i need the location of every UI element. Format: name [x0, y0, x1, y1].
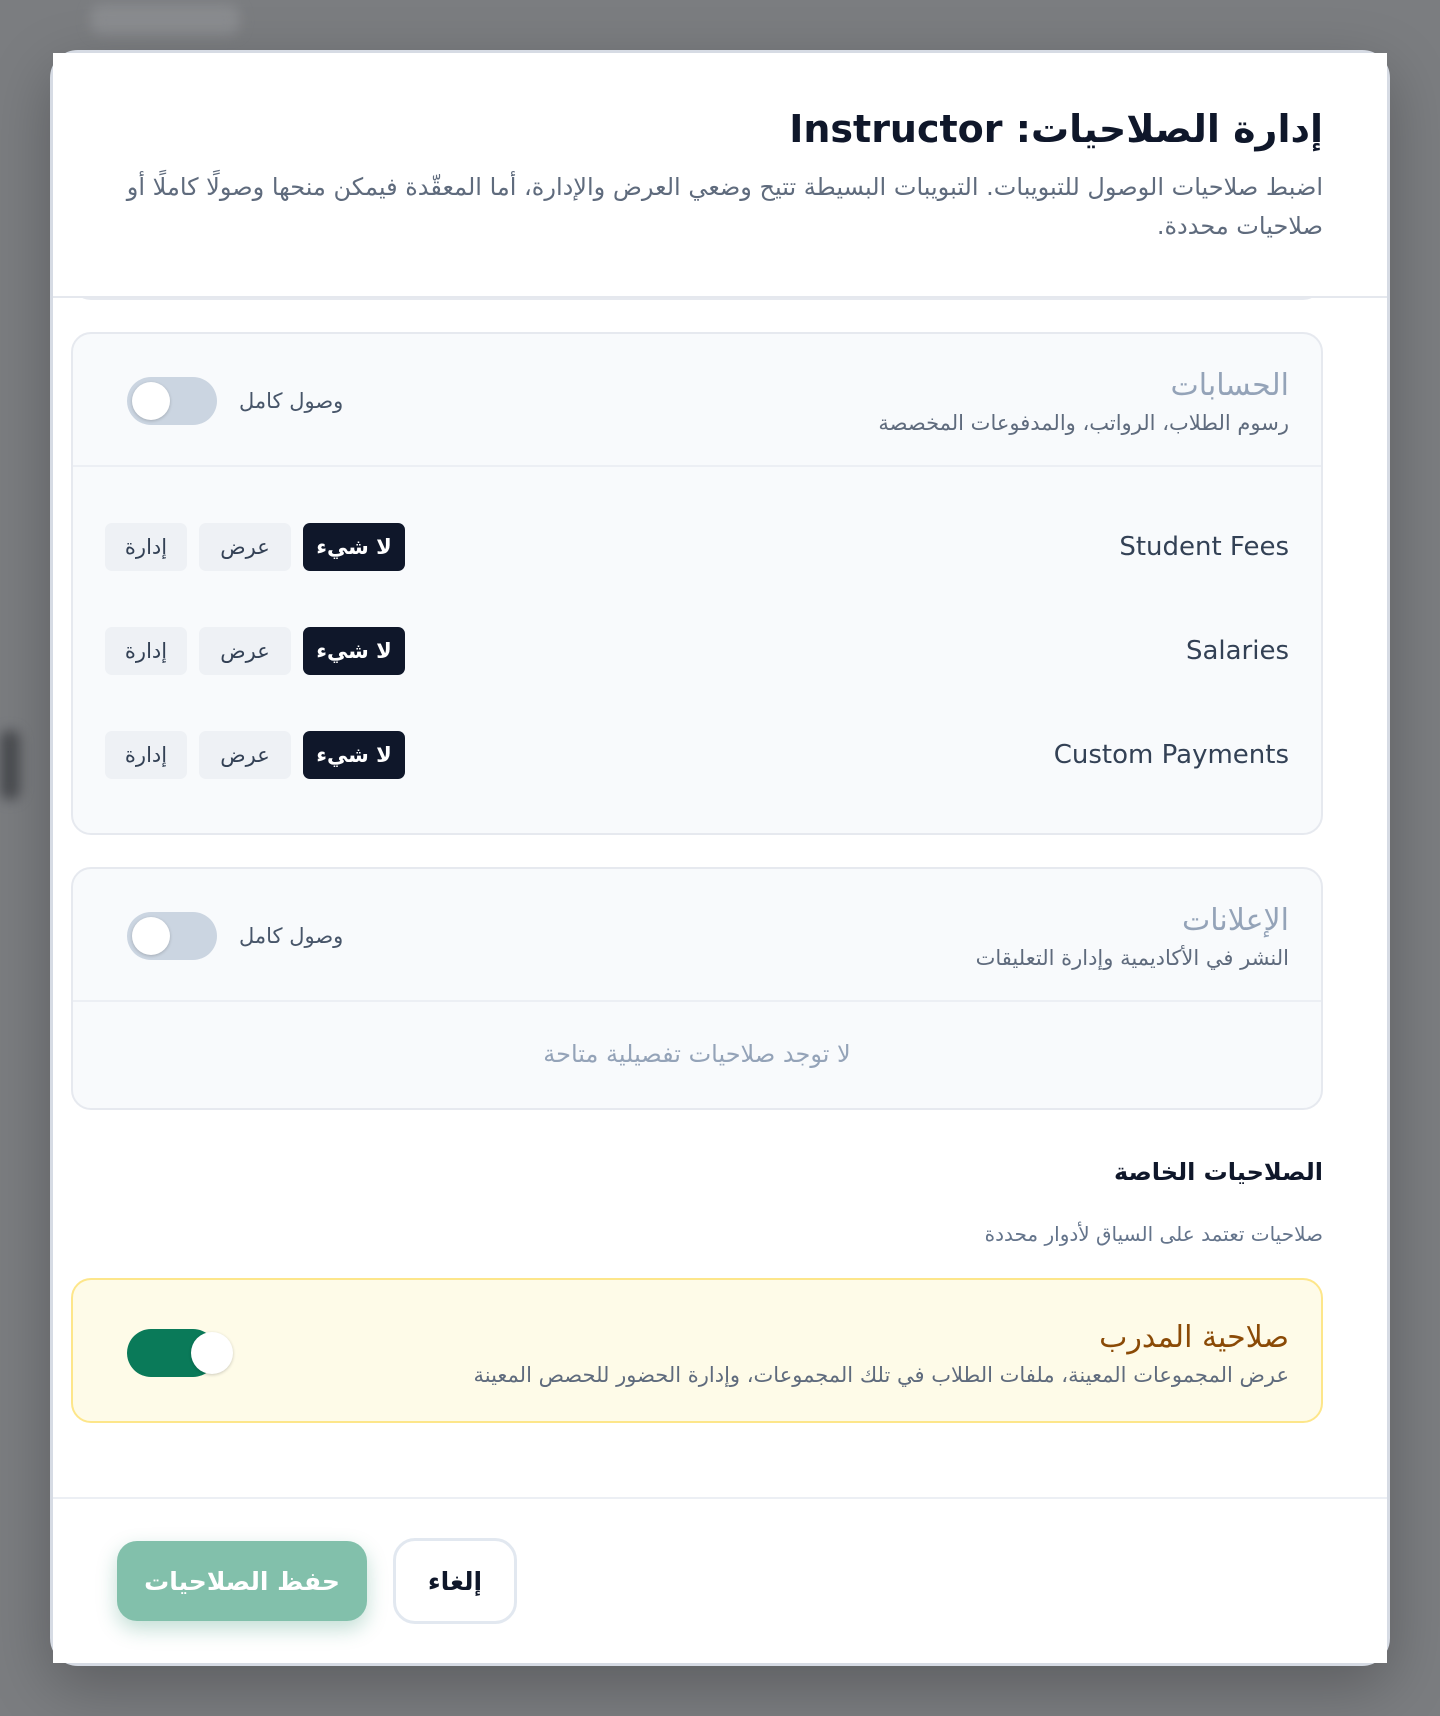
toggle-knob [191, 1332, 233, 1374]
card-subtitle: النشر في الأكاديمية وإدارة التعليقات [975, 946, 1289, 970]
level-manage-button[interactable]: إدارة [105, 731, 187, 779]
empty-permissions-note: لا توجد صلاحيات تفصيلية متاحة [543, 1040, 851, 1068]
level-none-button[interactable]: لا شيء [303, 731, 405, 779]
modal-title: إدارة الصلاحيات: Instructor [789, 107, 1323, 151]
full-access-toggle[interactable] [127, 912, 217, 960]
special-permissions-subtitle: صلاحيات تعتمد على السياق لأدوار محددة [984, 1222, 1323, 1246]
access-level-selector [105, 523, 405, 571]
trainer-permission-toggle[interactable] [127, 1329, 217, 1377]
card-header [73, 334, 1321, 467]
permission-row-custom-payments [105, 703, 1289, 807]
permission-rows [73, 467, 1321, 833]
trainer-permission-title: صلاحية المدرب [1099, 1320, 1289, 1355]
permission-name: Student Fees [1119, 532, 1289, 562]
special-permissions-title: الصلاحيات الخاصة [1114, 1158, 1323, 1186]
modal-description: اضبط صلاحيات الوصول للتبويبات. التبويبات البسيطة تتيح وضعي العرض والإدارة، أما المعقّدة فيمكن منحها وصولًا كاملًا أو صلاحيات محددة. [126, 173, 1323, 240]
level-manage-button[interactable]: إدارة [105, 627, 187, 675]
backdrop-shape [0, 730, 20, 800]
modal-footer [53, 1497, 1387, 1663]
cancel-button[interactable]: إلغاء [393, 1538, 517, 1624]
card-title: الحسابات [1170, 368, 1289, 403]
full-access-control [127, 912, 343, 960]
backdrop-shape [90, 5, 240, 35]
permission-name: Salaries [1185, 636, 1289, 666]
level-none-button[interactable]: لا شيء [303, 627, 405, 675]
card-title: الإعلانات [1182, 903, 1289, 938]
access-level-selector [105, 731, 405, 779]
permissions-modal [50, 50, 1390, 1666]
card-subtitle: رسوم الطلاب، الرواتب، والمدفوعات المخصصة [878, 411, 1289, 435]
save-permissions-button[interactable]: حفظ الصلاحيات [117, 1541, 367, 1621]
toggle-knob [132, 917, 170, 955]
permission-name: Custom Payments [1053, 740, 1289, 770]
full-access-label: وصول كامل [239, 923, 344, 948]
card-header [73, 869, 1321, 1002]
full-access-label: وصول كامل [239, 388, 344, 413]
level-manage-button[interactable]: إدارة [105, 523, 187, 571]
trainer-permission-card [71, 1278, 1323, 1423]
level-view-button[interactable]: عرض [199, 523, 291, 571]
full-access-toggle[interactable] [127, 377, 217, 425]
modal-body-scroll[interactable] [53, 298, 1387, 1497]
accounts-permission-card [71, 332, 1323, 835]
full-access-control [127, 377, 343, 425]
permission-row-salaries [105, 599, 1289, 703]
access-level-selector [105, 627, 405, 675]
trainer-permission-subtitle: عرض المجموعات المعينة، ملفات الطلاب في تلك المجموعات، وإدارة الحضور للحصص المعينة [473, 1363, 1289, 1387]
level-view-button[interactable]: عرض [199, 627, 291, 675]
announcements-permission-card [71, 867, 1323, 1110]
permission-row-student-fees [105, 495, 1289, 599]
level-none-button[interactable]: لا شيء [303, 523, 405, 571]
toggle-knob [132, 382, 170, 420]
modal-header [53, 53, 1387, 298]
level-view-button[interactable]: عرض [199, 731, 291, 779]
